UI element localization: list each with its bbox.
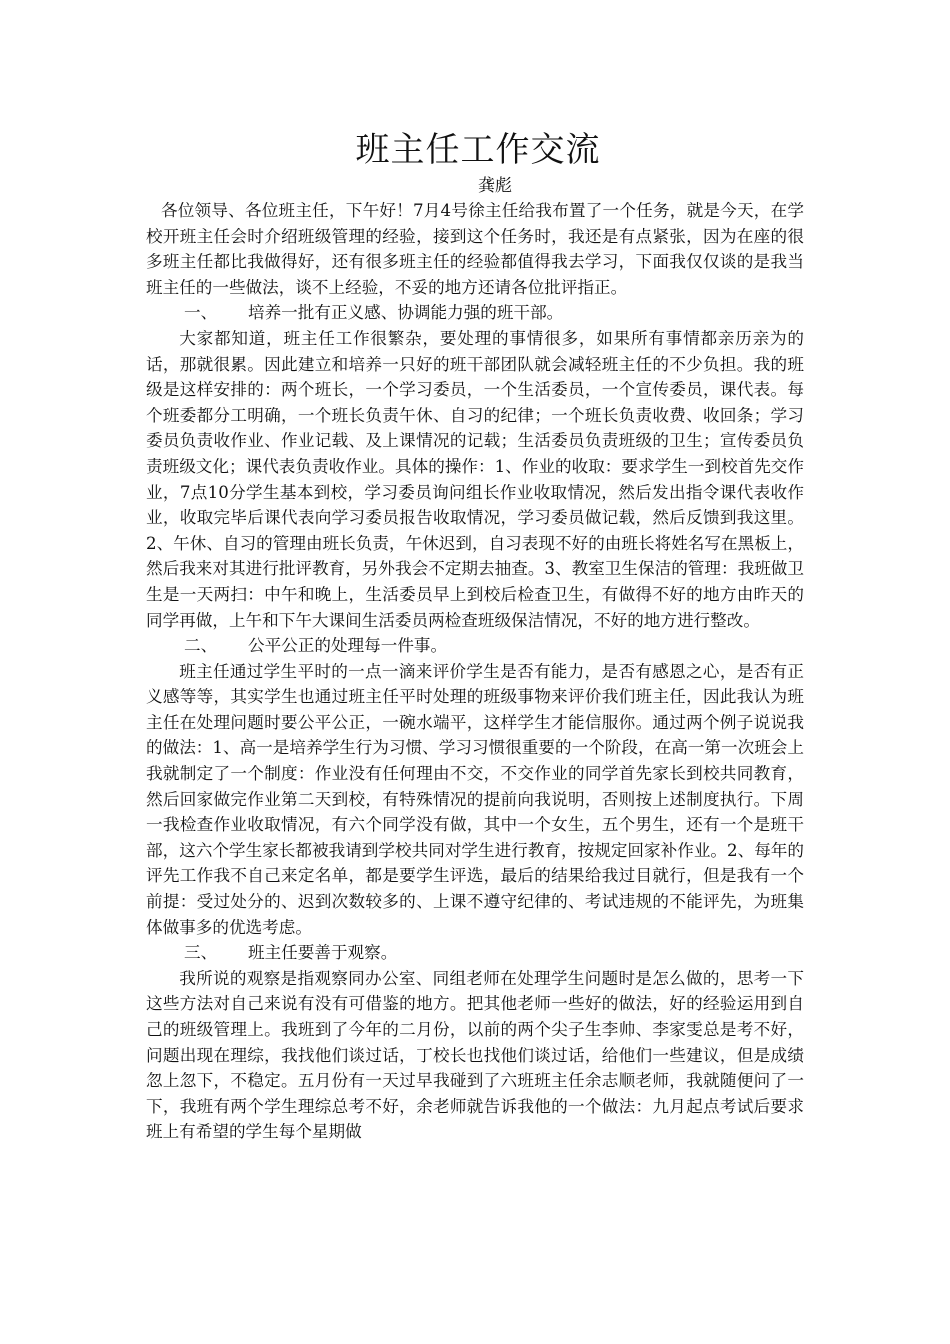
section-body-1: 大家都知道，班主任工作很繁杂，要处理的事情很多，如果所有事情都亲历亲为的话，那就很累。因此建立和培养一只好的班干部团队就会减轻班主任的不少负担。我的班级是这样安排的：两个班长，一个学习委员，一个生活委员，一个宣传委员，课代表。每个班委都分工明确，一个班长负责午休、自习的纪律；一个班长负责收费、收回条；学习委员负责收作业、作业记载、及上课情况的记载；生活委员负责班级的卫生；宣传委员负责班级文化；课代表负责收作业。具体的操作：1、作业的收取：要求学生一到校首先交作业，7点10分学生基本到校，学习委员询问组长作业收取情况，然后发出指令课代表收作业，收取完毕后课代表向学习委员报告收取情况，学习委员做记载，然后反馈到我这里。2、午休、自习的管理由班长负责，午休迟到，自习表现不好的由班长将姓名写在黑板上，然后我来对其进行批评教育，另外我会不定期去抽查。3、教室卫生保洁的管理：我班做卫生是一天两扫：中午和晚上，生活委员早上到校后检查卫生，有做得不好的地方由昨天的同学再做，上午和下午大课间生活委员两检查班级保洁情况，不好的地方进行整改。: [146, 328, 804, 630]
intro-paragraph: 各位领导、各位班主任，下午好！7月4号徐主任给我布置了一个任务，就是今天，在学校开班主任会时介绍班级管理的经验，接到这个任务时，我还是有点紧张，因为在座的很多班主任都比我做得好，还有很多班主任的经验都值得我去学习，下面我仅仅谈的是我当班主任的一些做法，谈不上经验，不妥的地方还请各位批评指正。: [146, 201, 804, 297]
section-number: 一、: [184, 303, 218, 323]
section-heading-text: 公平公正的处理每一件事。: [248, 636, 448, 656]
section-heading-3: [146, 940, 804, 966]
section-heading-2: [146, 633, 804, 659]
section-body-3: 我所说的观察是指观察同办公室、同组老师在处理学生问题时是怎么做的，思考一下这些方法对自己来说有没有可借鉴的地方。把其他老师一些好的做法，好的经验运用到自己的班级管理上。我班到了今年的二月份，以前的两个尖子生李帅、李家雯总是考不好，问题出现在理综，我找他们谈过话，丁校长也找他们谈过话，给他们一些建议，但是成绩忽上忽下，不稳定。五月份有一天过早我碰到了六班班主任余志顺老师，我就随便问了一下，我班有两个学生理综总考不好，余老师就告诉我他的一个做法：九月起点考试后要求班上有希望的学生每个星期做: [146, 968, 804, 1142]
author-name: 龚彪: [478, 176, 512, 196]
section-heading-text: 班主任要善于观察。: [248, 943, 398, 963]
section-body-2: 班主任通过学生平时的一点一滴来评价学生是否有能力，是否有感恩之心，是否有正义感等等，其实学生也通过班主任平时处理的班级事物来评价我们班主任，因此我认为班主任在处理问题时要公平公正，一碗水端平，这样学生才能信服你。通过两个例子说说我的做法：1、高一是培养学生行为习惯、学习习惯很重要的一个阶段，在高一第一次班会上我就制定了一个制度：作业没有任何理由不交，不交作业的同学首先家长到校共同教育，然后回家做完作业第二天到校，有特殊情况的提前向我说明，否则按上述制度执行。下周一我检查作业收取情况，有六个同学没有做，其中一个女生，五个男生，还有一个是班干部，这六个学生家长都被我请到学校共同对学生进行教育，按规定回家补作业。2、每年的评先工作我不自己来定名单，都是要学生评选，最后的结果给我过目就行，但是我有一个前提：受过处分的、迟到次数较多的、上课不遵守纪律的、考试违规的不能评先，为班集体做事多的优选考虑。: [146, 661, 804, 937]
document-title: 班主任工作交流: [355, 130, 601, 170]
section-heading-text: 培养一批有正义感、协调能力强的班干部。: [248, 303, 564, 323]
section-number: 二、: [184, 636, 218, 656]
section-number: 三、: [184, 943, 218, 963]
section-heading-1: [146, 300, 804, 326]
